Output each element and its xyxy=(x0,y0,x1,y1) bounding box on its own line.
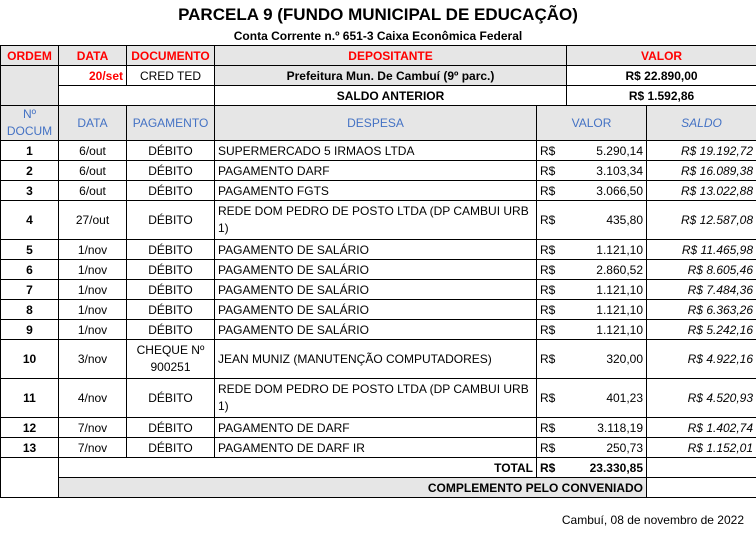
row-numero: 9 xyxy=(1,320,59,340)
deposit-valor: R$ 22.890,00 xyxy=(567,66,756,86)
row-despesa: JEAN MUNIZ (MANUTENÇÃO COMPUTADORES) xyxy=(215,340,537,379)
row-valor: 320,00 xyxy=(567,340,647,379)
row-currency: R$ xyxy=(537,181,567,201)
row-despesa: PAGAMENTO DE SALÁRIO xyxy=(215,320,537,340)
total-valor: 23.330,85 xyxy=(567,458,647,478)
row-numero: 5 xyxy=(1,240,59,260)
row-valor: 3.118,19 xyxy=(567,418,647,438)
row-despesa: PAGAMENTO DE SALÁRIO xyxy=(215,300,537,320)
footer-date: Cambuí, 08 de novembro de 2022 xyxy=(561,513,744,527)
row-currency: R$ xyxy=(537,438,567,458)
table-row xyxy=(1,438,756,458)
deposit-ordem-cell xyxy=(1,66,59,106)
row-numero: 11 xyxy=(1,379,59,418)
row-saldo: R$ 8.605,46 xyxy=(647,260,756,280)
row-currency: R$ xyxy=(537,300,567,320)
document-title: PARCELA 9 (FUNDO MUNICIPAL DE EDUCAÇÃO) xyxy=(178,5,578,24)
row-valor: 1.121,10 xyxy=(567,320,647,340)
row-saldo: R$ 7.484,36 xyxy=(647,280,756,300)
row-data: 4/nov xyxy=(59,379,127,418)
header-data: DATA xyxy=(59,46,127,66)
total-label: TOTAL xyxy=(59,458,537,478)
table-row xyxy=(1,418,756,438)
row-despesa: SUPERMERCADO 5 IRMAOS LTDA xyxy=(215,141,537,161)
row-numero: 6 xyxy=(1,260,59,280)
deposit-depositante: Prefeitura Mun. De Cambuí (9º parc.) xyxy=(215,66,567,86)
row-pagamento: CHEQUE Nº 900251 xyxy=(127,340,215,379)
row-pagamento: DÉBITO xyxy=(127,181,215,201)
row-valor: 3.103,34 xyxy=(567,161,647,181)
row-currency: R$ xyxy=(537,280,567,300)
header-documento: DOCUMENTO xyxy=(127,46,215,66)
header-row-deposits xyxy=(1,46,756,66)
row-pagamento: DÉBITO xyxy=(127,300,215,320)
row-saldo: R$ 19.192,72 xyxy=(647,141,756,161)
total-row xyxy=(1,458,756,478)
row-numero: 1 xyxy=(1,141,59,161)
table-row xyxy=(1,201,756,240)
row-numero: 10 xyxy=(1,340,59,379)
row-data: 1/nov xyxy=(59,320,127,340)
saldo-anterior-label: SALDO ANTERIOR xyxy=(215,86,567,106)
row-pagamento: DÉBITO xyxy=(127,418,215,438)
table-row xyxy=(1,181,756,201)
row-valor: 435,80 xyxy=(567,201,647,240)
row-numero: 13 xyxy=(1,438,59,458)
row-data: 1/nov xyxy=(59,260,127,280)
row-currency: R$ xyxy=(537,340,567,379)
row-currency: R$ xyxy=(537,201,567,240)
table-row xyxy=(1,300,756,320)
header-numero: Nº DOCUM xyxy=(1,106,59,141)
row-data: 7/nov xyxy=(59,438,127,458)
row-pagamento: DÉBITO xyxy=(127,438,215,458)
row-despesa: PAGAMENTO FGTS xyxy=(215,181,537,201)
row-currency: R$ xyxy=(537,260,567,280)
row-saldo: R$ 5.242,16 xyxy=(647,320,756,340)
row-data: 6/out xyxy=(59,161,127,181)
row-currency: R$ xyxy=(537,418,567,438)
table-row xyxy=(1,141,756,161)
row-data: 1/nov xyxy=(59,300,127,320)
complemento-label: COMPLEMENTO PELO CONVENIADO xyxy=(59,478,647,498)
row-data: 6/out xyxy=(59,141,127,161)
row-valor: 2.860,52 xyxy=(567,260,647,280)
saldo-anterior-row xyxy=(1,86,756,106)
header-data-pag: DATA xyxy=(59,106,127,141)
row-despesa: PAGAMENTO DE SALÁRIO xyxy=(215,260,537,280)
row-saldo: R$ 1.152,01 xyxy=(647,438,756,458)
row-currency: R$ xyxy=(537,141,567,161)
deposit-row xyxy=(1,66,756,86)
header-row-expenses xyxy=(1,106,756,141)
row-data: 1/nov xyxy=(59,240,127,260)
row-valor: 250,73 xyxy=(567,438,647,458)
statement-table xyxy=(0,45,756,498)
row-currency: R$ xyxy=(537,320,567,340)
row-despesa: PAGAMENTO DE SALÁRIO xyxy=(215,280,537,300)
header-despesa: DESPESA xyxy=(215,106,537,141)
row-saldo: R$ 1.402,74 xyxy=(647,418,756,438)
header-valor-pag: VALOR xyxy=(537,106,647,141)
row-saldo: R$ 4.922,16 xyxy=(647,340,756,379)
row-numero: 7 xyxy=(1,280,59,300)
header-valor: VALOR xyxy=(567,46,756,66)
row-saldo: R$ 16.089,38 xyxy=(647,161,756,181)
complemento-row xyxy=(1,478,756,498)
row-saldo: R$ 4.520,93 xyxy=(647,379,756,418)
row-pagamento: DÉBITO xyxy=(127,280,215,300)
row-pagamento: DÉBITO xyxy=(127,161,215,181)
row-pagamento: DÉBITO xyxy=(127,240,215,260)
table-row xyxy=(1,340,756,379)
row-data: 7/nov xyxy=(59,418,127,438)
header-depositante: DEPOSITANTE xyxy=(215,46,567,66)
row-valor: 5.290,14 xyxy=(567,141,647,161)
row-pagamento: DÉBITO xyxy=(127,320,215,340)
row-data: 1/nov xyxy=(59,280,127,300)
table-row xyxy=(1,280,756,300)
row-currency: R$ xyxy=(537,379,567,418)
row-despesa: PAGAMENTO DE DARF xyxy=(215,418,537,438)
row-pagamento: DÉBITO xyxy=(127,379,215,418)
row-currency: R$ xyxy=(537,161,567,181)
row-pagamento: DÉBITO xyxy=(127,201,215,240)
row-numero: 2 xyxy=(1,161,59,181)
row-data: 27/out xyxy=(59,201,127,240)
row-data: 6/out xyxy=(59,181,127,201)
table-row xyxy=(1,240,756,260)
total-currency: R$ xyxy=(537,458,567,478)
header-pagamento: PAGAMENTO xyxy=(127,106,215,141)
row-saldo: R$ 11.465,98 xyxy=(647,240,756,260)
row-currency: R$ xyxy=(537,240,567,260)
row-saldo: R$ 13.022,88 xyxy=(647,181,756,201)
row-pagamento: DÉBITO xyxy=(127,260,215,280)
row-valor: 1.121,10 xyxy=(567,300,647,320)
row-pagamento: DÉBITO xyxy=(127,141,215,161)
table-row xyxy=(1,161,756,181)
row-saldo: R$ 6.363,26 xyxy=(647,300,756,320)
row-valor: 1.121,10 xyxy=(567,240,647,260)
table-row xyxy=(1,379,756,418)
row-despesa: REDE DOM PEDRO DE POSTO LTDA (DP CAMBUI URB 1) xyxy=(215,201,537,240)
row-data: 3/nov xyxy=(59,340,127,379)
table-row xyxy=(1,320,756,340)
deposit-data: 20/set xyxy=(59,66,127,86)
header-saldo: SALDO xyxy=(647,106,756,141)
deposit-documento: CRED TED xyxy=(127,66,215,86)
row-despesa: PAGAMENTO DE DARF IR xyxy=(215,438,537,458)
table-row xyxy=(1,260,756,280)
header-ordem: ORDEM xyxy=(1,46,59,66)
row-despesa: REDE DOM PEDRO DE POSTO LTDA (DP CAMBUI URB 1) xyxy=(215,379,537,418)
row-numero: 3 xyxy=(1,181,59,201)
saldo-anterior-valor: R$ 1.592,86 xyxy=(567,86,756,106)
row-numero: 4 xyxy=(1,201,59,240)
row-despesa: PAGAMENTO DE SALÁRIO xyxy=(215,240,537,260)
row-numero: 8 xyxy=(1,300,59,320)
row-numero: 12 xyxy=(1,418,59,438)
row-valor: 401,23 xyxy=(567,379,647,418)
row-valor: 1.121,10 xyxy=(567,280,647,300)
row-valor: 3.066,50 xyxy=(567,181,647,201)
account-subtitle: Conta Corrente n.º 651-3 Caixa Econômica Federal xyxy=(233,29,523,43)
row-saldo: R$ 12.587,08 xyxy=(647,201,756,240)
row-despesa: PAGAMENTO DARF xyxy=(215,161,537,181)
